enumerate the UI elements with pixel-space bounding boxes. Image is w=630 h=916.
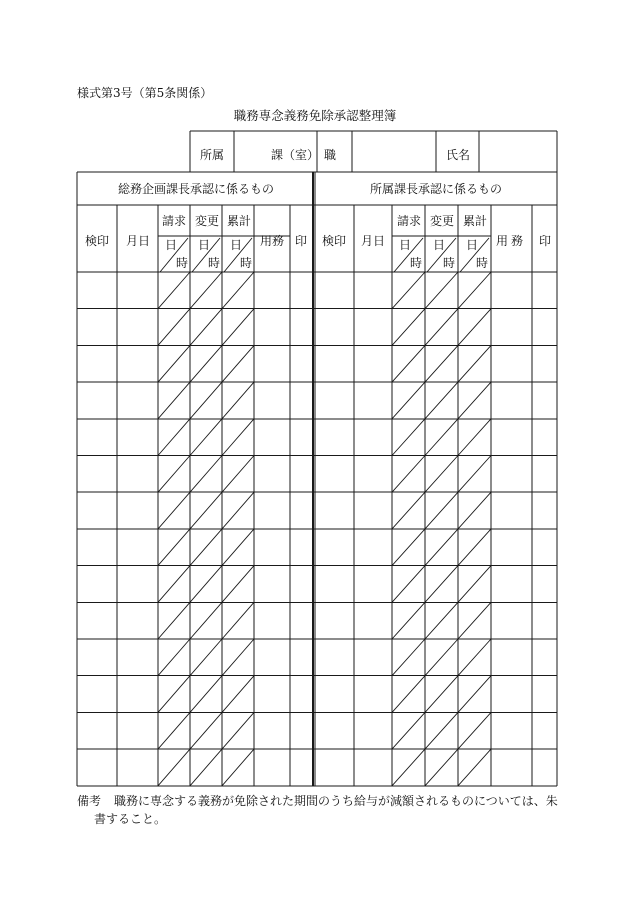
right-section-title: 所属課長承認に係るもの <box>369 182 503 196</box>
right-request-day: 日 <box>399 238 412 252</box>
left-section-title: 総務企画課長承認に係るもの <box>117 182 275 196</box>
cell-diagonal-8-0-1 <box>190 566 222 603</box>
right-request-hour: 時 <box>410 256 423 270</box>
cell-diagonal-11-0-1 <box>190 676 222 713</box>
cell-diagonal-6-0-2 <box>222 492 254 529</box>
section-label: 課（室） <box>271 148 320 162</box>
cell-diagonal-3-1-2 <box>458 382 491 419</box>
cell-diagonal-1-1-2 <box>458 309 491 346</box>
cell-diagonal-1-0-2 <box>222 309 254 346</box>
cell-diagonal-2-1-1 <box>425 345 458 382</box>
cell-diagonal-5-0-0 <box>158 456 190 493</box>
cell-diagonal-1-0-0 <box>158 309 190 346</box>
cell-diagonal-2-1-0 <box>392 345 425 382</box>
cell-diagonal-10-1-1 <box>425 639 458 676</box>
right-change-day: 日 <box>433 238 446 252</box>
cell-diagonal-10-0-0 <box>158 639 190 676</box>
cell-diagonal-5-1-1 <box>425 456 458 493</box>
cell-diagonal-13-1-0 <box>392 749 425 786</box>
cell-diagonal-13-0-2 <box>222 749 254 786</box>
cell-diagonal-6-1-2 <box>458 492 491 529</box>
cell-diagonal-8-0-0 <box>158 566 190 603</box>
right-seal-header: 印 <box>538 234 552 248</box>
form-id: 様式第3号（第5条関係） <box>77 86 213 100</box>
left-request-day: 日 <box>165 238 178 252</box>
right-change-hour: 時 <box>443 256 456 270</box>
right-cumulative-day: 日 <box>466 238 479 252</box>
cell-diagonal-10-0-2 <box>222 639 254 676</box>
position-label: 職 <box>324 148 337 162</box>
cell-diagonal-11-0-0 <box>158 676 190 713</box>
note-label: 備考 <box>77 794 102 808</box>
cell-diagonal-4-1-2 <box>458 419 491 456</box>
cell-diagonal-8-1-0 <box>392 566 425 603</box>
cell-diagonal-0-1-2 <box>458 272 491 309</box>
note-line-1: 職務に専念する義務が免除された期間のうち給与が減額されるものについては、朱 <box>114 794 558 808</box>
cell-diagonal-9-1-0 <box>392 602 425 639</box>
cell-diagonal-11-1-1 <box>425 676 458 713</box>
cell-diagonal-3-0-1 <box>190 382 222 419</box>
right-cumulative-header: 累計 <box>462 214 488 228</box>
right-inspection-seal-header: 検印 <box>321 234 347 248</box>
cell-diagonal-9-0-2 <box>222 602 254 639</box>
affiliation-label: 所属 <box>200 148 225 162</box>
cell-diagonal-12-1-2 <box>458 712 491 749</box>
left-change-hour: 時 <box>208 256 221 270</box>
left-change-day: 日 <box>198 238 211 252</box>
cell-diagonal-7-0-0 <box>158 529 190 566</box>
cell-diagonal-2-0-0 <box>158 345 190 382</box>
page-title: 職務専念義務免除承認整理簿 <box>233 108 397 123</box>
cell-diagonal-2-1-2 <box>458 345 491 382</box>
cell-diagonal-3-0-0 <box>158 382 190 419</box>
name-label: 氏名 <box>446 148 471 162</box>
left-cumulative-day: 日 <box>230 238 243 252</box>
cell-diagonal-0-0-2 <box>222 272 254 309</box>
cell-diagonal-6-1-0 <box>392 492 425 529</box>
cell-diagonal-7-0-2 <box>222 529 254 566</box>
note-line-2: 書すること。 <box>94 812 167 826</box>
cell-diagonal-13-0-0 <box>158 749 190 786</box>
left-cumulative-header: 累計 <box>226 214 252 228</box>
cell-diagonal-2-0-2 <box>222 345 254 382</box>
left-change-header: 変更 <box>194 214 220 228</box>
cell-diagonal-5-0-1 <box>190 456 222 493</box>
cell-diagonal-13-1-2 <box>458 749 491 786</box>
cell-diagonal-11-1-0 <box>392 676 425 713</box>
cell-diagonal-6-1-1 <box>425 492 458 529</box>
cell-diagonal-2-0-1 <box>190 345 222 382</box>
cell-diagonal-12-0-1 <box>190 712 222 749</box>
left-month-day-header: 月日 <box>125 234 151 248</box>
cell-diagonal-6-0-0 <box>158 492 190 529</box>
cell-diagonal-8-1-1 <box>425 566 458 603</box>
cell-diagonal-7-1-0 <box>392 529 425 566</box>
cell-diagonal-11-0-2 <box>222 676 254 713</box>
cell-diagonal-4-1-0 <box>392 419 425 456</box>
cell-diagonal-12-0-2 <box>222 712 254 749</box>
cell-diagonal-5-0-2 <box>222 456 254 493</box>
cell-diagonal-12-1-1 <box>425 712 458 749</box>
cell-diagonal-10-1-0 <box>392 639 425 676</box>
cell-diagonal-0-1-0 <box>392 272 425 309</box>
cell-diagonal-0-0-0 <box>158 272 190 309</box>
cell-diagonal-0-0-1 <box>190 272 222 309</box>
cell-diagonal-8-1-2 <box>458 566 491 603</box>
cell-diagonal-7-0-1 <box>190 529 222 566</box>
cell-diagonal-9-0-1 <box>190 602 222 639</box>
right-request-header: 請求 <box>396 214 422 228</box>
cell-diagonal-10-0-1 <box>190 639 222 676</box>
cell-diagonal-0-1-1 <box>425 272 458 309</box>
cell-diagonal-7-1-2 <box>458 529 491 566</box>
left-seal-header: 印 <box>294 234 308 248</box>
cell-diagonal-5-1-2 <box>458 456 491 493</box>
cell-diagonal-3-1-1 <box>425 382 458 419</box>
cell-diagonal-1-1-1 <box>425 309 458 346</box>
cell-diagonal-10-1-2 <box>458 639 491 676</box>
right-month-day-header: 月日 <box>360 234 386 248</box>
left-business-header: 用務 <box>259 234 285 248</box>
cell-diagonal-7-1-1 <box>425 529 458 566</box>
cell-diagonal-4-0-2 <box>222 419 254 456</box>
left-request-hour: 時 <box>176 256 189 270</box>
cell-diagonal-8-0-2 <box>222 566 254 603</box>
cell-diagonal-12-1-0 <box>392 712 425 749</box>
right-cumulative-hour: 時 <box>476 256 489 270</box>
left-inspection-seal-header: 検印 <box>84 234 110 248</box>
cell-diagonal-9-1-1 <box>425 602 458 639</box>
cell-diagonal-4-0-0 <box>158 419 190 456</box>
cell-diagonal-4-1-1 <box>425 419 458 456</box>
cell-diagonal-9-0-0 <box>158 602 190 639</box>
right-business-header: 用務 <box>495 234 527 248</box>
cell-diagonal-13-1-1 <box>425 749 458 786</box>
cell-diagonal-6-0-1 <box>190 492 222 529</box>
left-cumulative-hour: 時 <box>240 256 253 270</box>
cell-diagonal-9-1-2 <box>458 602 491 639</box>
cell-diagonal-4-0-1 <box>190 419 222 456</box>
cell-diagonal-11-1-2 <box>458 676 491 713</box>
left-request-header: 請求 <box>161 214 187 228</box>
cell-diagonal-1-1-0 <box>392 309 425 346</box>
cell-diagonal-3-1-0 <box>392 382 425 419</box>
cell-diagonal-12-0-0 <box>158 712 190 749</box>
right-change-header: 変更 <box>429 214 455 228</box>
cell-diagonal-1-0-1 <box>190 309 222 346</box>
cell-diagonal-13-0-1 <box>190 749 222 786</box>
cell-diagonal-5-1-0 <box>392 456 425 493</box>
cell-diagonal-3-0-2 <box>222 382 254 419</box>
